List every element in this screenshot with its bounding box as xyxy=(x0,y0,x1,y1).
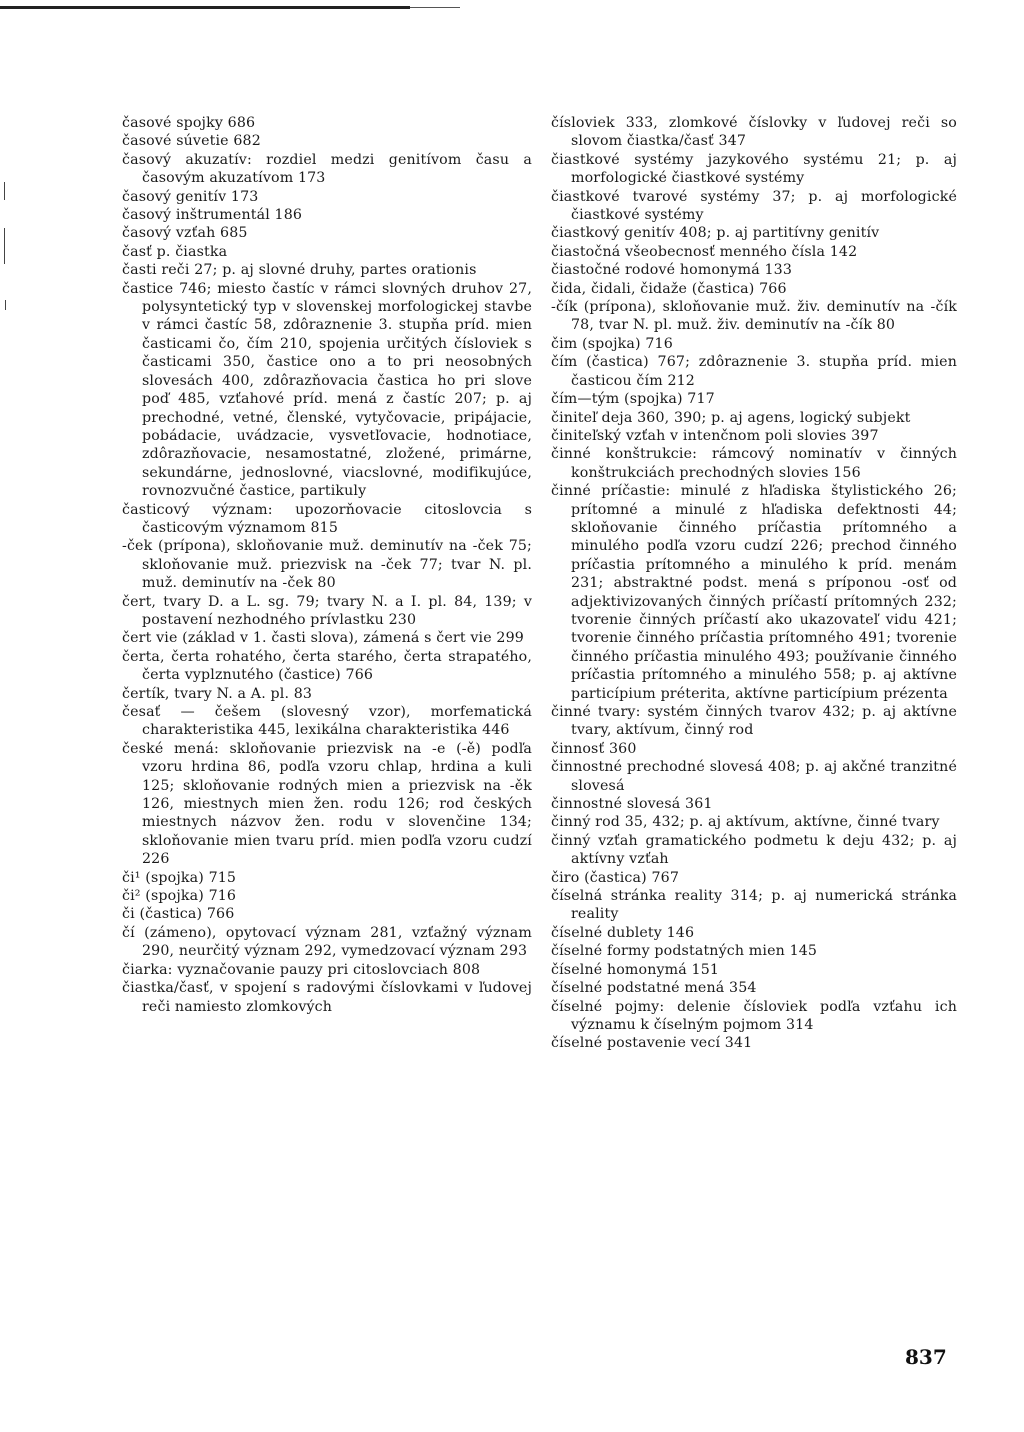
index-entry: činnostné slovesá 361 xyxy=(551,796,713,813)
index-entry: čim (spojka) 716 xyxy=(551,335,673,352)
index-entry: časový akuzatív: rozdiel medzi genitívom času a časovým akuzatívom 173 xyxy=(122,151,532,187)
index-entry: činiteľ deja 360, 390; p. aj agens, logický subjekt xyxy=(551,409,911,426)
index-entry: časti reči 27; p. aj slovné druhy, partes orationis xyxy=(122,262,477,279)
index-entry: časticový význam: upozorňovacie citoslovcia s časticovým významom 815 xyxy=(122,501,532,536)
index-entry: číselné podstatné mená 354 xyxy=(551,980,757,997)
index-entry: čert, tvary D. a L. sg. 79; tvary N. a I. pl. 84, 139; v postavení nezhodného prívlastku 230 xyxy=(122,593,532,628)
left-scan-mark xyxy=(4,228,5,264)
index-entry: činný vzťah gramatického podmetu k deju 432; p. aj aktívny vzťah xyxy=(551,832,957,868)
index-entry: čertík, tvary N. a A. pl. 83 xyxy=(122,685,313,702)
index-entry: časť p. čiastka xyxy=(122,243,228,260)
index-entry: čiastkové systémy jazykového systému 21; p. aj morfologické čiastkové systémy xyxy=(551,151,957,187)
index-entry: či² (spojka) 716 xyxy=(122,888,237,905)
index-entry: čida, čidali, čidaže (častica) 766 xyxy=(551,280,787,297)
index-entry: čiarka: vyznačovanie pauzy pri citoslovciach 808 xyxy=(122,961,481,978)
index-entry: činné príčastie: minulé z hľadiska štylistického 26; prítomné a minulé z hľadiska defektnosti 44; skloňovanie činného príčastia prítomného a minulého podľa vzoru cudzí 226; prechod činného príčastia prítomného a minulého k príd. menám 231; abstraktné podst. mená s príponou -osť od adjektivizovaných činných príčastí prítomných 232; tvorenie činných príčastí ako ukazovateľ vidu 421; tvorenie činného príčastia prítomného 491; tvorenie činného príčastia minulého 493; používanie činného príčastia prítomného a minulého 558; p. aj aktívne particípium préterita, aktívne particípium prézenta xyxy=(551,483,957,702)
index-entry: činnostné prechodné slovesá 408; p. aj akčné tranzitné slovesá xyxy=(551,759,957,794)
index-entry: čiastkové tvarové systémy 37; p. aj morfologické čiastkové systémy xyxy=(551,188,957,224)
index-entry: časové súvetie 682 xyxy=(122,133,261,150)
top-scan-border-tail xyxy=(410,7,460,8)
index-entry: časový genitív 173 xyxy=(122,188,259,205)
index-entry: číselné postavenie vecí 341 xyxy=(551,1035,753,1052)
index-entry: čiastočné rodové homonymá 133 xyxy=(551,262,792,279)
index-entry: častice 746; miesto častíc v rámci slovných druhov 27, polysyntetický typ v slovenskej morfologickej stavbe v rámci častíc 58, zdôraznenie 3. stupňa príd. mien časticami čo, čím 210, spojenia určitých čísloviek s časticami 350, častice ono a to pri neosobných slovesách 400, zdôrazňovacia častica ho pri slove poď 485, vzťahové príd. mená z častíc 207; p. aj prechodné, vetné, členské, vytyčovacie, pripájacie, pobádacie, uvádzacie, vysvetľovacie, hodnotiace, zdôrazňovacie, nesamostatné, zložené, primárne, sekundárne, jednoslovné, viacslovné, modifikujúce, rovnozvučné častice, partikuly xyxy=(122,280,532,500)
index-entry: čiastka/časť, v spojení s radovými číslovkami v ľudovej reči namiesto zlomkových xyxy=(122,980,532,1015)
index-entry: čím—tým (spojka) 717 xyxy=(551,391,715,408)
index-entry: číselné formy podstatných mien 145 xyxy=(551,943,818,960)
index-entry: činiteľský vzťah v intenčnom poli slovies 397 xyxy=(551,427,879,444)
left-scan-mark xyxy=(5,300,6,310)
index-entry: čí (zámeno), opytovací význam 281, vzťažný význam 290, neurčitý význam 292, vymedzovací význam 293 xyxy=(122,924,532,960)
index-entry: časové spojky 686 xyxy=(122,115,256,131)
index-entry: čísloviek 333, zlomkové číslovky v ľudovej reči so slovom čiastka/časť 347 xyxy=(551,115,957,150)
index-entry: číselné dublety 146 xyxy=(551,924,695,941)
index-entry: -čík (prípona), skloňovanie muž. živ. deminutív na -čík 78, tvar N. pl. muž. živ. deminutív na -čík 80 xyxy=(551,299,957,334)
index-entry: číselné pojmy: delenie čísloviek podľa vzťahu ich významu k číselným pojmom 314 xyxy=(551,998,957,1033)
index-entry: číselné homonymá 151 xyxy=(551,961,720,978)
index-column-left xyxy=(122,114,532,1016)
index-entry: činné konštrukcie: rámcový nominatív v činných konštrukciách prechodných slovies 156 xyxy=(551,446,957,481)
index-entry: česať — češem (slovesný vzor), morfematická charakteristika 445, lexikálna charakteristika 446 xyxy=(122,704,532,739)
top-scan-border xyxy=(0,6,410,9)
left-scan-mark xyxy=(4,182,5,200)
index-entry: činné tvary: systém činných tvarov 432; p. aj aktívne tvary, aktívum, činný rod xyxy=(551,704,957,739)
index-entry: či¹ (spojka) 715 xyxy=(122,869,237,886)
page-number: 837 xyxy=(905,1345,947,1369)
index-entry: čiastočná všeobecnosť menného čísla 142 xyxy=(551,243,858,260)
index-entry: čiastkový genitív 408; p. aj partitívny genitív xyxy=(551,225,880,242)
index-column-right xyxy=(551,114,957,1053)
index-entry: činnosť 360 xyxy=(551,740,637,757)
index-entry: čím (častica) 767; zdôraznenie 3. stupňa príd. mien časticou čím 212 xyxy=(551,354,957,389)
index-entry: čerta, čerta rohatého, čerta starého, čerta strapatého, čerta vyplznutého (častice) 766 xyxy=(122,648,532,684)
index-entry: české mená: skloňovanie priezvisk na -e (-ě) podľa vzoru hrdina 86, podľa vzoru chlap, hrdina a kuli 125; skloňovanie rodných mien a priezvisk na -ěk 126, miestnych mien žen. rodu 126; rod českých miestnych názvov žen. rodu v slovenčine 134; skloňovanie mien tvaru príd. mien podľa vzoru cudzí 226 xyxy=(122,740,532,868)
index-entry: časový inštrumentál 186 xyxy=(122,207,303,224)
index-entry: čert vie (základ v 1. časti slova), zámená s čert vie 299 xyxy=(122,630,524,647)
index-entry: časový vzťah 685 xyxy=(122,225,248,242)
index-entry: -ček (prípona), skloňovanie muž. deminutív na -ček 75; skloňovanie muž. priezvisk na -ček 77; tvar N. pl. muž. deminutív na -ček 80 xyxy=(122,538,532,592)
index-entry: čiro (častica) 767 xyxy=(551,869,680,886)
index-entry: číselná stránka reality 314; p. aj numerická stránka reality xyxy=(551,888,957,923)
index-entry: či (častica) 766 xyxy=(122,906,235,923)
index-entry: činný rod 35, 432; p. aj aktívum, aktívne, činné tvary xyxy=(551,814,940,831)
